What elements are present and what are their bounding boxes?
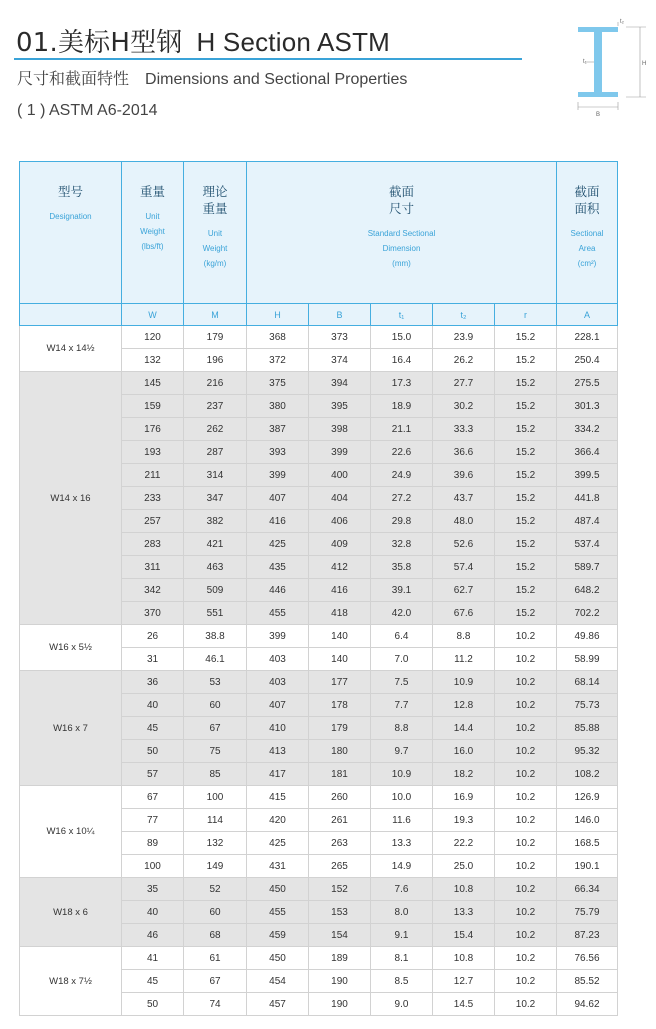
value-cell: 10.9 — [371, 763, 433, 786]
h-label: H — [642, 61, 647, 67]
value-cell: 140 — [309, 625, 371, 648]
value-cell: 75 — [184, 740, 247, 763]
value-cell: 15.2 — [495, 349, 557, 372]
value-cell: 26 — [122, 625, 184, 648]
symbol-b: B — [309, 304, 371, 326]
value-cell: 7.0 — [371, 648, 433, 671]
value-cell: 178 — [309, 694, 371, 717]
value-cell: 6.4 — [371, 625, 433, 648]
value-cell: 29.8 — [371, 510, 433, 533]
value-cell: 21.1 — [371, 418, 433, 441]
symbol-a: A — [557, 304, 618, 326]
value-cell: 26.2 — [433, 349, 495, 372]
value-cell: 10.2 — [495, 878, 557, 901]
value-cell: 455 — [247, 602, 309, 625]
value-cell: 190 — [309, 970, 371, 993]
table-row — [20, 786, 618, 809]
value-cell: 190 — [309, 993, 371, 1016]
value-cell: 416 — [247, 510, 309, 533]
value-cell: 9.0 — [371, 993, 433, 1016]
value-cell: 399 — [247, 625, 309, 648]
designation-cell: W16 x 5½ — [20, 625, 122, 671]
value-cell: 67.6 — [433, 602, 495, 625]
value-cell: 257 — [122, 510, 184, 533]
value-cell: 375 — [247, 372, 309, 395]
value-cell: 15.2 — [495, 579, 557, 602]
value-cell: 334.2 — [557, 418, 618, 441]
designation-cell: W16 x 10¼ — [20, 786, 122, 878]
value-cell: 454 — [247, 970, 309, 993]
value-cell: 14.5 — [433, 993, 495, 1016]
value-cell: 11.6 — [371, 809, 433, 832]
value-cell: 418 — [309, 602, 371, 625]
header-unit-weight-lbs: 重量 Unit Weight (lbs/ft) — [122, 162, 184, 304]
value-cell: 62.7 — [433, 579, 495, 602]
value-cell: 216 — [184, 372, 247, 395]
value-cell: 114 — [184, 809, 247, 832]
designation-cell: W14 x 14½ — [20, 326, 122, 372]
value-cell: 60 — [184, 901, 247, 924]
value-cell: 410 — [247, 717, 309, 740]
value-cell: 399.5 — [557, 464, 618, 487]
value-cell: 68 — [184, 924, 247, 947]
value-cell: 10.2 — [495, 901, 557, 924]
value-cell: 10.2 — [495, 648, 557, 671]
top-flange-shape — [578, 27, 618, 32]
value-cell: 60 — [184, 694, 247, 717]
value-cell: 57 — [122, 763, 184, 786]
value-cell: 67 — [184, 717, 247, 740]
header-designation: 型号 Designation — [20, 162, 122, 304]
value-cell: 15.2 — [495, 326, 557, 349]
value-cell: 10.2 — [495, 740, 557, 763]
value-cell: 176 — [122, 418, 184, 441]
symbol-t2: t₂ — [433, 304, 495, 326]
value-cell: 406 — [309, 510, 371, 533]
value-cell: 50 — [122, 740, 184, 763]
value-cell: 10.2 — [495, 717, 557, 740]
value-cell: 66.34 — [557, 878, 618, 901]
value-cell: 12.8 — [433, 694, 495, 717]
value-cell: 413 — [247, 740, 309, 763]
value-cell: 265 — [309, 855, 371, 878]
value-cell: 399 — [309, 441, 371, 464]
symbol-h: H — [247, 304, 309, 326]
value-cell: 19.3 — [433, 809, 495, 832]
value-cell: 179 — [184, 326, 247, 349]
value-cell: 263 — [309, 832, 371, 855]
value-cell: 10.2 — [495, 763, 557, 786]
value-cell: 36 — [122, 671, 184, 694]
value-cell: 431 — [247, 855, 309, 878]
value-cell: 85.88 — [557, 717, 618, 740]
value-cell: 10.0 — [371, 786, 433, 809]
value-cell: 100 — [184, 786, 247, 809]
table-row — [20, 625, 618, 648]
value-cell: 49.86 — [557, 625, 618, 648]
value-cell: 15.2 — [495, 510, 557, 533]
value-cell: 14.9 — [371, 855, 433, 878]
value-cell: 146.0 — [557, 809, 618, 832]
symbol-w: W — [122, 304, 184, 326]
value-cell: 283 — [122, 533, 184, 556]
value-cell: 412 — [309, 556, 371, 579]
value-cell: 459 — [247, 924, 309, 947]
value-cell: 50 — [122, 993, 184, 1016]
value-cell: 409 — [309, 533, 371, 556]
value-cell: 39.6 — [433, 464, 495, 487]
h-section-diagram — [566, 10, 650, 126]
value-cell: 43.7 — [433, 487, 495, 510]
value-cell: 126.9 — [557, 786, 618, 809]
value-cell: 48.0 — [433, 510, 495, 533]
dimensions-table — [19, 161, 618, 1016]
standard-label: ( 1 ) ASTM A6-2014 — [17, 102, 158, 119]
header-symbol-spacer — [20, 304, 122, 326]
value-cell: 108.2 — [557, 763, 618, 786]
value-cell: 387 — [247, 418, 309, 441]
value-cell: 10.2 — [495, 809, 557, 832]
value-cell: 417 — [247, 763, 309, 786]
value-cell: 168.5 — [557, 832, 618, 855]
value-cell: 450 — [247, 947, 309, 970]
value-cell: 403 — [247, 648, 309, 671]
value-cell: 42.0 — [371, 602, 433, 625]
value-cell: 10.2 — [495, 671, 557, 694]
value-cell: 342 — [122, 579, 184, 602]
designation-cell: W18 x 6 — [20, 878, 122, 947]
value-cell: 8.1 — [371, 947, 433, 970]
value-cell: 15.0 — [371, 326, 433, 349]
designation-cell: W16 x 7 — [20, 671, 122, 786]
value-cell: 45 — [122, 970, 184, 993]
value-cell: 179 — [309, 717, 371, 740]
value-cell: 10.2 — [495, 855, 557, 878]
value-cell: 15.2 — [495, 602, 557, 625]
bottom-flange-shape — [578, 92, 618, 97]
table-row — [20, 671, 618, 694]
web-shape — [594, 32, 602, 92]
value-cell: 53 — [184, 671, 247, 694]
value-cell: 10.2 — [495, 970, 557, 993]
value-cell: 380 — [247, 395, 309, 418]
table-body — [20, 326, 618, 1016]
value-cell: 347 — [184, 487, 247, 510]
value-cell: 46.1 — [184, 648, 247, 671]
table-row — [20, 947, 618, 970]
value-cell: 40 — [122, 694, 184, 717]
value-cell: 15.2 — [495, 487, 557, 510]
value-cell: 8.0 — [371, 901, 433, 924]
value-cell: 149 — [184, 855, 247, 878]
value-cell: 15.4 — [433, 924, 495, 947]
value-cell: 9.1 — [371, 924, 433, 947]
value-cell: 15.2 — [495, 533, 557, 556]
value-cell: 13.3 — [433, 901, 495, 924]
value-cell: 403 — [247, 671, 309, 694]
value-cell: 537.4 — [557, 533, 618, 556]
value-cell: 74 — [184, 993, 247, 1016]
table-row — [20, 326, 618, 349]
value-cell: 23.9 — [433, 326, 495, 349]
value-cell: 94.62 — [557, 993, 618, 1016]
value-cell: 589.7 — [557, 556, 618, 579]
value-cell: 17.3 — [371, 372, 433, 395]
value-cell: 15.2 — [495, 418, 557, 441]
value-cell: 16.9 — [433, 786, 495, 809]
value-cell: 441.8 — [557, 487, 618, 510]
value-cell: 27.7 — [433, 372, 495, 395]
value-cell: 40 — [122, 901, 184, 924]
value-cell: 10.2 — [495, 625, 557, 648]
value-cell: 366.4 — [557, 441, 618, 464]
value-cell: 10.2 — [495, 947, 557, 970]
t2-label: t₂ — [620, 19, 624, 25]
value-cell: 373 — [309, 326, 371, 349]
value-cell: 450 — [247, 878, 309, 901]
table-row — [20, 878, 618, 901]
value-cell: 10.2 — [495, 993, 557, 1016]
value-cell: 275.5 — [557, 372, 618, 395]
value-cell: 372 — [247, 349, 309, 372]
value-cell: 425 — [247, 533, 309, 556]
value-cell: 77 — [122, 809, 184, 832]
value-cell: 35 — [122, 878, 184, 901]
value-cell: 420 — [247, 809, 309, 832]
value-cell: 287 — [184, 441, 247, 464]
value-cell: 8.5 — [371, 970, 433, 993]
value-cell: 11.2 — [433, 648, 495, 671]
value-cell: 421 — [184, 533, 247, 556]
value-cell: 52 — [184, 878, 247, 901]
value-cell: 25.0 — [433, 855, 495, 878]
value-cell: 9.7 — [371, 740, 433, 763]
value-cell: 394 — [309, 372, 371, 395]
value-cell: 7.6 — [371, 878, 433, 901]
value-cell: 10.2 — [495, 924, 557, 947]
value-cell: 10.8 — [433, 947, 495, 970]
value-cell: 32.8 — [371, 533, 433, 556]
value-cell: 15.2 — [495, 464, 557, 487]
value-cell: 36.6 — [433, 441, 495, 464]
value-cell: 16.0 — [433, 740, 495, 763]
header-sectional-dimension: 截面 尺寸 Standard Sectional Dimension (mm) — [247, 162, 557, 304]
value-cell: 132 — [184, 832, 247, 855]
value-cell: 85.52 — [557, 970, 618, 993]
title-en: H Section ASTM — [196, 27, 391, 57]
value-cell: 45 — [122, 717, 184, 740]
value-cell: 159 — [122, 395, 184, 418]
value-cell: 457 — [247, 993, 309, 1016]
value-cell: 52.6 — [433, 533, 495, 556]
value-cell: 89 — [122, 832, 184, 855]
value-cell: 15.2 — [495, 372, 557, 395]
value-cell: 18.9 — [371, 395, 433, 418]
value-cell: 76.56 — [557, 947, 618, 970]
value-cell: 10.2 — [495, 832, 557, 855]
value-cell: 14.4 — [433, 717, 495, 740]
value-cell: 196 — [184, 349, 247, 372]
value-cell: 393 — [247, 441, 309, 464]
t1-label: t₁ — [583, 59, 587, 65]
value-cell: 382 — [184, 510, 247, 533]
value-cell: 153 — [309, 901, 371, 924]
value-cell: 509 — [184, 579, 247, 602]
value-cell: 8.8 — [433, 625, 495, 648]
value-cell: 61 — [184, 947, 247, 970]
value-cell: 180 — [309, 740, 371, 763]
value-cell: 27.2 — [371, 487, 433, 510]
value-cell: 702.2 — [557, 602, 618, 625]
value-cell: 87.23 — [557, 924, 618, 947]
value-cell: 261 — [309, 809, 371, 832]
value-cell: 12.7 — [433, 970, 495, 993]
value-cell: 404 — [309, 487, 371, 510]
title-cn: 01.美标H型钢 — [16, 28, 183, 58]
value-cell: 154 — [309, 924, 371, 947]
value-cell: 374 — [309, 349, 371, 372]
value-cell: 435 — [247, 556, 309, 579]
value-cell: 38.8 — [184, 625, 247, 648]
value-cell: 648.2 — [557, 579, 618, 602]
value-cell: 399 — [247, 464, 309, 487]
value-cell: 132 — [122, 349, 184, 372]
value-cell: 13.3 — [371, 832, 433, 855]
value-cell: 7.5 — [371, 671, 433, 694]
value-cell: 24.9 — [371, 464, 433, 487]
value-cell: 415 — [247, 786, 309, 809]
value-cell: 85 — [184, 763, 247, 786]
subtitle-en: Dimensions and Sectional Properties — [145, 71, 408, 88]
value-cell: 177 — [309, 671, 371, 694]
value-cell: 39.1 — [371, 579, 433, 602]
value-cell: 407 — [247, 487, 309, 510]
value-cell: 46 — [122, 924, 184, 947]
value-cell: 22.2 — [433, 832, 495, 855]
title-underline — [14, 58, 522, 60]
designation-cell: W18 x 7½ — [20, 947, 122, 1016]
symbol-m: M — [184, 304, 247, 326]
value-cell: 67 — [122, 786, 184, 809]
value-cell: 189 — [309, 947, 371, 970]
value-cell: 41 — [122, 947, 184, 970]
value-cell: 75.73 — [557, 694, 618, 717]
header-unit-weight-kg: 理论 重量 Unit Weight (kg/m) — [184, 162, 247, 304]
value-cell: 8.8 — [371, 717, 433, 740]
value-cell: 260 — [309, 786, 371, 809]
value-cell: 193 — [122, 441, 184, 464]
value-cell: 301.3 — [557, 395, 618, 418]
value-cell: 10.9 — [433, 671, 495, 694]
subtitle-cn: 尺寸和截面特性 — [17, 69, 130, 88]
value-cell: 95.32 — [557, 740, 618, 763]
value-cell: 314 — [184, 464, 247, 487]
value-cell: 33.3 — [433, 418, 495, 441]
value-cell: 100 — [122, 855, 184, 878]
table-row — [20, 372, 618, 395]
value-cell: 16.4 — [371, 349, 433, 372]
symbol-t1: t₁ — [371, 304, 433, 326]
value-cell: 407 — [247, 694, 309, 717]
value-cell: 22.6 — [371, 441, 433, 464]
value-cell: 237 — [184, 395, 247, 418]
header-sectional-area: 截面 面积 Sectional Area (cm²) — [557, 162, 618, 304]
value-cell: 30.2 — [433, 395, 495, 418]
value-cell: 10.8 — [433, 878, 495, 901]
value-cell: 455 — [247, 901, 309, 924]
value-cell: 10.2 — [495, 786, 557, 809]
value-cell: 152 — [309, 878, 371, 901]
value-cell: 57.4 — [433, 556, 495, 579]
value-cell: 211 — [122, 464, 184, 487]
value-cell: 18.2 — [433, 763, 495, 786]
symbol-r: r — [495, 304, 557, 326]
value-cell: 250.4 — [557, 349, 618, 372]
b-label: B — [596, 112, 601, 118]
value-cell: 395 — [309, 395, 371, 418]
value-cell: 140 — [309, 648, 371, 671]
value-cell: 487.4 — [557, 510, 618, 533]
value-cell: 311 — [122, 556, 184, 579]
value-cell: 35.8 — [371, 556, 433, 579]
value-cell: 68.14 — [557, 671, 618, 694]
value-cell: 190.1 — [557, 855, 618, 878]
value-cell: 67 — [184, 970, 247, 993]
value-cell: 228.1 — [557, 326, 618, 349]
designation-cell: W14 x 16 — [20, 372, 122, 625]
value-cell: 416 — [309, 579, 371, 602]
value-cell: 551 — [184, 602, 247, 625]
value-cell: 75.79 — [557, 901, 618, 924]
value-cell: 58.99 — [557, 648, 618, 671]
value-cell: 15.2 — [495, 556, 557, 579]
value-cell: 398 — [309, 418, 371, 441]
value-cell: 368 — [247, 326, 309, 349]
value-cell: 145 — [122, 372, 184, 395]
value-cell: 233 — [122, 487, 184, 510]
value-cell: 15.2 — [495, 395, 557, 418]
value-cell: 400 — [309, 464, 371, 487]
page-subtitle — [17, 66, 407, 89]
value-cell: 7.7 — [371, 694, 433, 717]
value-cell: 446 — [247, 579, 309, 602]
value-cell: 15.2 — [495, 441, 557, 464]
value-cell: 370 — [122, 602, 184, 625]
value-cell: 181 — [309, 763, 371, 786]
value-cell: 31 — [122, 648, 184, 671]
page-title — [16, 22, 390, 59]
value-cell: 10.2 — [495, 694, 557, 717]
value-cell: 425 — [247, 832, 309, 855]
value-cell: 120 — [122, 326, 184, 349]
value-cell: 262 — [184, 418, 247, 441]
value-cell: 463 — [184, 556, 247, 579]
